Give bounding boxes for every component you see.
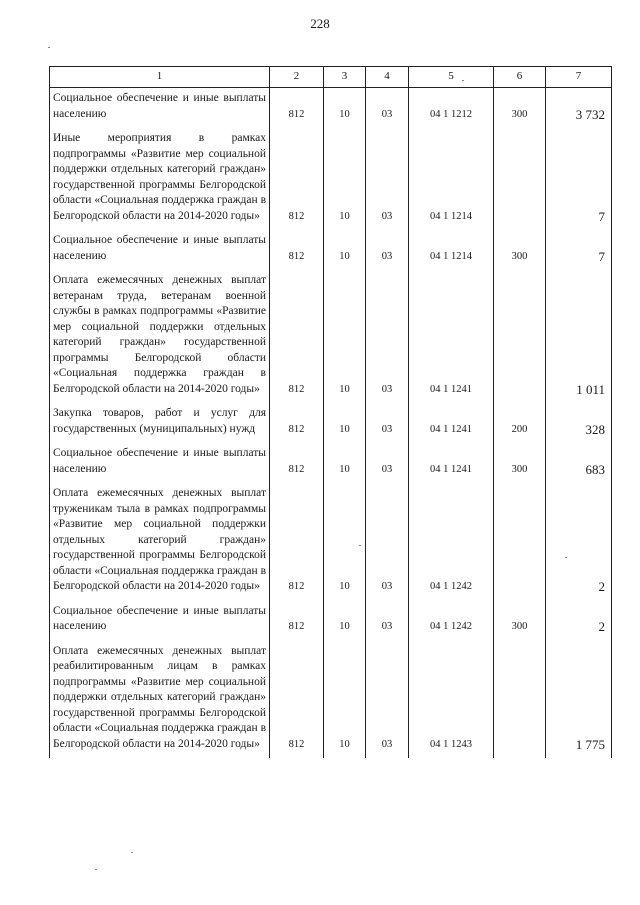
row-col4-cell: 03 (366, 443, 409, 483)
row-col3-cell: 10 (324, 230, 366, 270)
row-name-text: Оплата ежемесячных денежных выплат реабилитированным лицам в рамках подпрограммы «Развитие мер социальной поддержки отдельных категорий граждан» государственной программы Белгородской области «Социальная поддержка граждан в Белгородской области на 2014-2020 годы» (53, 644, 266, 750)
row-col6-cell: 300 (494, 88, 546, 129)
row-col2-cell: 812 (270, 270, 324, 403)
header-cell-1: 1 (50, 67, 270, 88)
row-col4-cell: 03 (366, 403, 409, 443)
row-col4-cell: 03 (366, 128, 409, 230)
row-name-cell (50, 230, 270, 270)
row-name-text: Социальное обеспечение и иные выплаты населению (53, 234, 266, 262)
table-row (50, 270, 612, 403)
header-cell-2: 2 (270, 67, 324, 88)
row-col5-cell: 04 1 1241 (409, 443, 494, 483)
row-col5-cell: 04 1 1241 (409, 270, 494, 403)
row-amount-cell: 683 (546, 443, 612, 483)
row-col5-cell: 04 1 1243 (409, 641, 494, 759)
row-amount-cell: 2 (546, 483, 612, 601)
row-name-text: Оплата ежемесячных денежных выплат ветеранам труда, ветеранам военной службы в рамках подпрограммы «Развитие мер социальной поддержки отдельных категорий граждан» государственной программы Белгородской области «Социальная поддержка граждан в Белгородской области на 2014-2020 годы» (53, 274, 266, 395)
row-col3-cell: 10 (324, 270, 366, 403)
row-name-text: Социальное обеспечение и иные выплаты населению (53, 447, 266, 475)
row-col5-cell: 04 1 1212 (409, 88, 494, 129)
row-name-cell (50, 128, 270, 230)
row-name-cell (50, 403, 270, 443)
row-col2-cell: 812 (270, 128, 324, 230)
row-col2-cell: 812 (270, 403, 324, 443)
row-col3-cell: 10 (324, 443, 366, 483)
scan-speck (131, 852, 133, 853)
row-name-cell (50, 483, 270, 601)
row-col5-cell: 04 1 1242 (409, 483, 494, 601)
row-amount-cell: 2 (546, 601, 612, 641)
row-col2-cell: 812 (270, 230, 324, 270)
budget-table (49, 66, 612, 758)
row-col6-cell (494, 641, 546, 759)
row-col2-cell: 812 (270, 601, 324, 641)
row-name-text: Социальное обеспечение и иные выплаты населению (53, 604, 266, 632)
row-name-text: Социальное обеспечение и иные выплаты населению (53, 92, 266, 120)
row-name-cell (50, 88, 270, 129)
table-row (50, 641, 612, 759)
scan-speck (565, 557, 567, 558)
scan-speck (48, 47, 50, 48)
row-col6-cell: 200 (494, 403, 546, 443)
row-col5-cell: 04 1 1214 (409, 230, 494, 270)
row-amount-cell: 7 (546, 128, 612, 230)
row-col3-cell: 10 (324, 601, 366, 641)
page-number: 228 (310, 16, 330, 31)
header-cell-7: 7 (546, 67, 612, 88)
scan-speck (462, 80, 464, 81)
row-col6-cell: 300 (494, 601, 546, 641)
header-cell-4: 4 (366, 67, 409, 88)
row-name-cell (50, 601, 270, 641)
row-amount-cell: 1 775 (546, 641, 612, 759)
row-col4-cell: 03 (366, 88, 409, 129)
row-col2-cell: 812 (270, 641, 324, 759)
row-col3-cell: 10 (324, 403, 366, 443)
header-cell-6: 6 (494, 67, 546, 88)
row-name-text: Оплата ежемесячных денежных выплат труженикам тыла в рамках подпрограммы «Развитие мер социальной поддержки отдельных категорий граждан» государственной программы Белгородской области «Социальная поддержка граждан в Белгородской области на 2014-2020 годы» (53, 487, 266, 592)
row-col6-cell (494, 483, 546, 601)
row-amount-cell: 328 (546, 403, 612, 443)
table-row (50, 483, 612, 601)
row-col4-cell: 03 (366, 230, 409, 270)
row-amount-cell: 7 (546, 230, 612, 270)
header-row (50, 67, 612, 88)
row-col2-cell: 812 (270, 88, 324, 129)
row-col6-cell (494, 270, 546, 403)
row-col3-cell: 10 (324, 128, 366, 230)
table-row (50, 230, 612, 270)
row-col4-cell: 03 (366, 641, 409, 759)
table-body (50, 88, 612, 759)
row-col5-cell: 04 1 1242 (409, 601, 494, 641)
row-col3-cell: 10 (324, 641, 366, 759)
row-col6-cell: 300 (494, 230, 546, 270)
row-col3-cell: 10 (324, 88, 366, 129)
row-name-cell (50, 443, 270, 483)
scan-speck (359, 545, 361, 546)
table-row (50, 443, 612, 483)
table-row (50, 403, 612, 443)
row-name-text: Иные мероприятия в рамках подпрограммы «Развитие мер социальной поддержки отдельных категорий граждан» государственной программы Белгородской области «Социальная поддержка граждан в Белгородской области на 2014-2020 годы» (53, 132, 266, 222)
table-row (50, 601, 612, 641)
row-name-cell (50, 641, 270, 759)
row-col4-cell: 03 (366, 601, 409, 641)
row-col4-cell: 03 (366, 270, 409, 403)
row-name-text: Закупка товаров, работ и услуг для государственных (муниципальных) нужд (53, 407, 266, 435)
row-col4-cell: 03 (366, 483, 409, 601)
row-col5-cell: 04 1 1241 (409, 403, 494, 443)
row-col3-cell: 10 (324, 483, 366, 601)
header-cell-3: 3 (324, 67, 366, 88)
row-col2-cell: 812 (270, 443, 324, 483)
row-col5-cell: 04 1 1214 (409, 128, 494, 230)
row-col6-cell (494, 128, 546, 230)
header-cell-5: 5 (409, 67, 494, 88)
row-amount-cell: 3 732 (546, 88, 612, 129)
scan-speck (95, 869, 97, 870)
table-row (50, 88, 612, 129)
row-col2-cell: 812 (270, 483, 324, 601)
row-amount-cell: 1 011 (546, 270, 612, 403)
row-col6-cell: 300 (494, 443, 546, 483)
row-name-cell (50, 270, 270, 403)
table-row (50, 128, 612, 230)
